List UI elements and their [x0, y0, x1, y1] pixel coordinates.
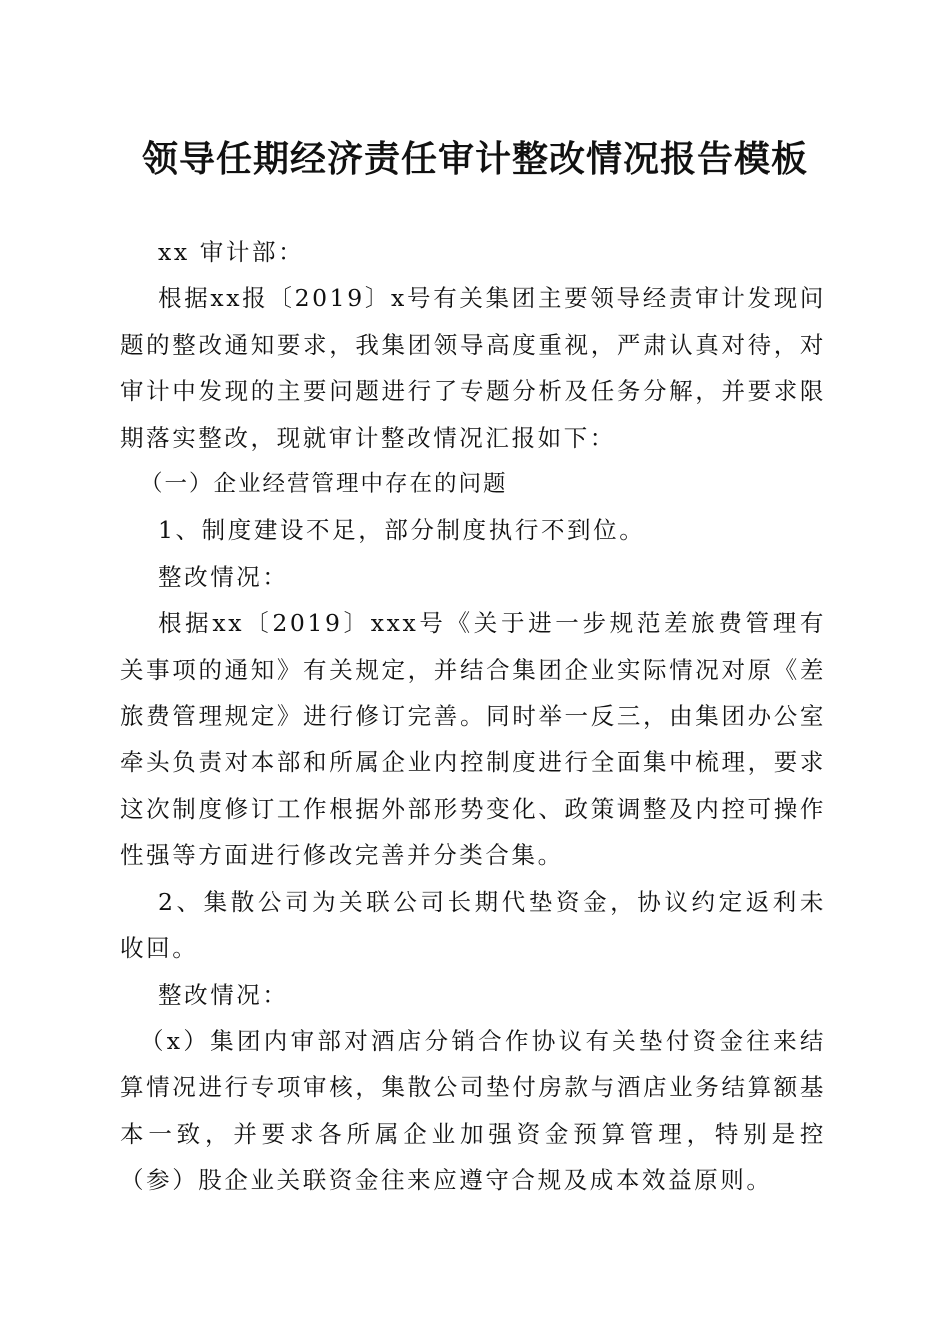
item-2-body: （x）集团内审部对酒店分销合作协议有关垫付资金往来结算情况进行专项审核，集散公司垫付房款与酒店业务结算额基本一致，并要求各所属企业加强资金预算管理，特别是控（参）股企业关联资金往来应遵守合规及成本效益原则。 — [120, 1026, 826, 1195]
item-2-label: 整改情况： — [158, 980, 289, 1009]
document-title: 领导任期经济责任审计整改情况报告模板 — [141, 138, 808, 180]
salutation: xx 审计部： — [158, 238, 305, 266]
item-1-label: 整改情况： — [158, 562, 289, 591]
intro-paragraph: 根据xx报〔2019〕x号有关集团主要领导经责审计发现问题的整改通知要求，我集团领导高度重视，严肃认真对待，对审计中发现的主要问题进行了专题分析及任务分解，并要求限期落实整改，现就审计整改情况汇报如下： — [120, 284, 826, 452]
document-body — [120, 229, 826, 1204]
item-1-body: 根据xx〔2019〕xxx号《关于进一步规范差旅费管理有关事项的通知》有关规定，并结合集团企业实际情况对原《差旅费管理规定》进行修订完善。同时举一反三，由集团办公室牵头负责对本部和所属企业内控制度进行全面集中梳理，要求这次制度修订工作根据外部形势变化、政策调整及内控可操作性强等方面进行修改完善并分类合集。 — [120, 609, 826, 870]
section-heading: （一）企业经营管理中存在的问题 — [140, 471, 508, 498]
item-2-title: 2、集散公司为关联公司长期代垫资金，协议约定返利未收回。 — [120, 887, 826, 963]
item-1-title: 1、制度建设不足，部分制度执行不到位。 — [158, 516, 646, 545]
